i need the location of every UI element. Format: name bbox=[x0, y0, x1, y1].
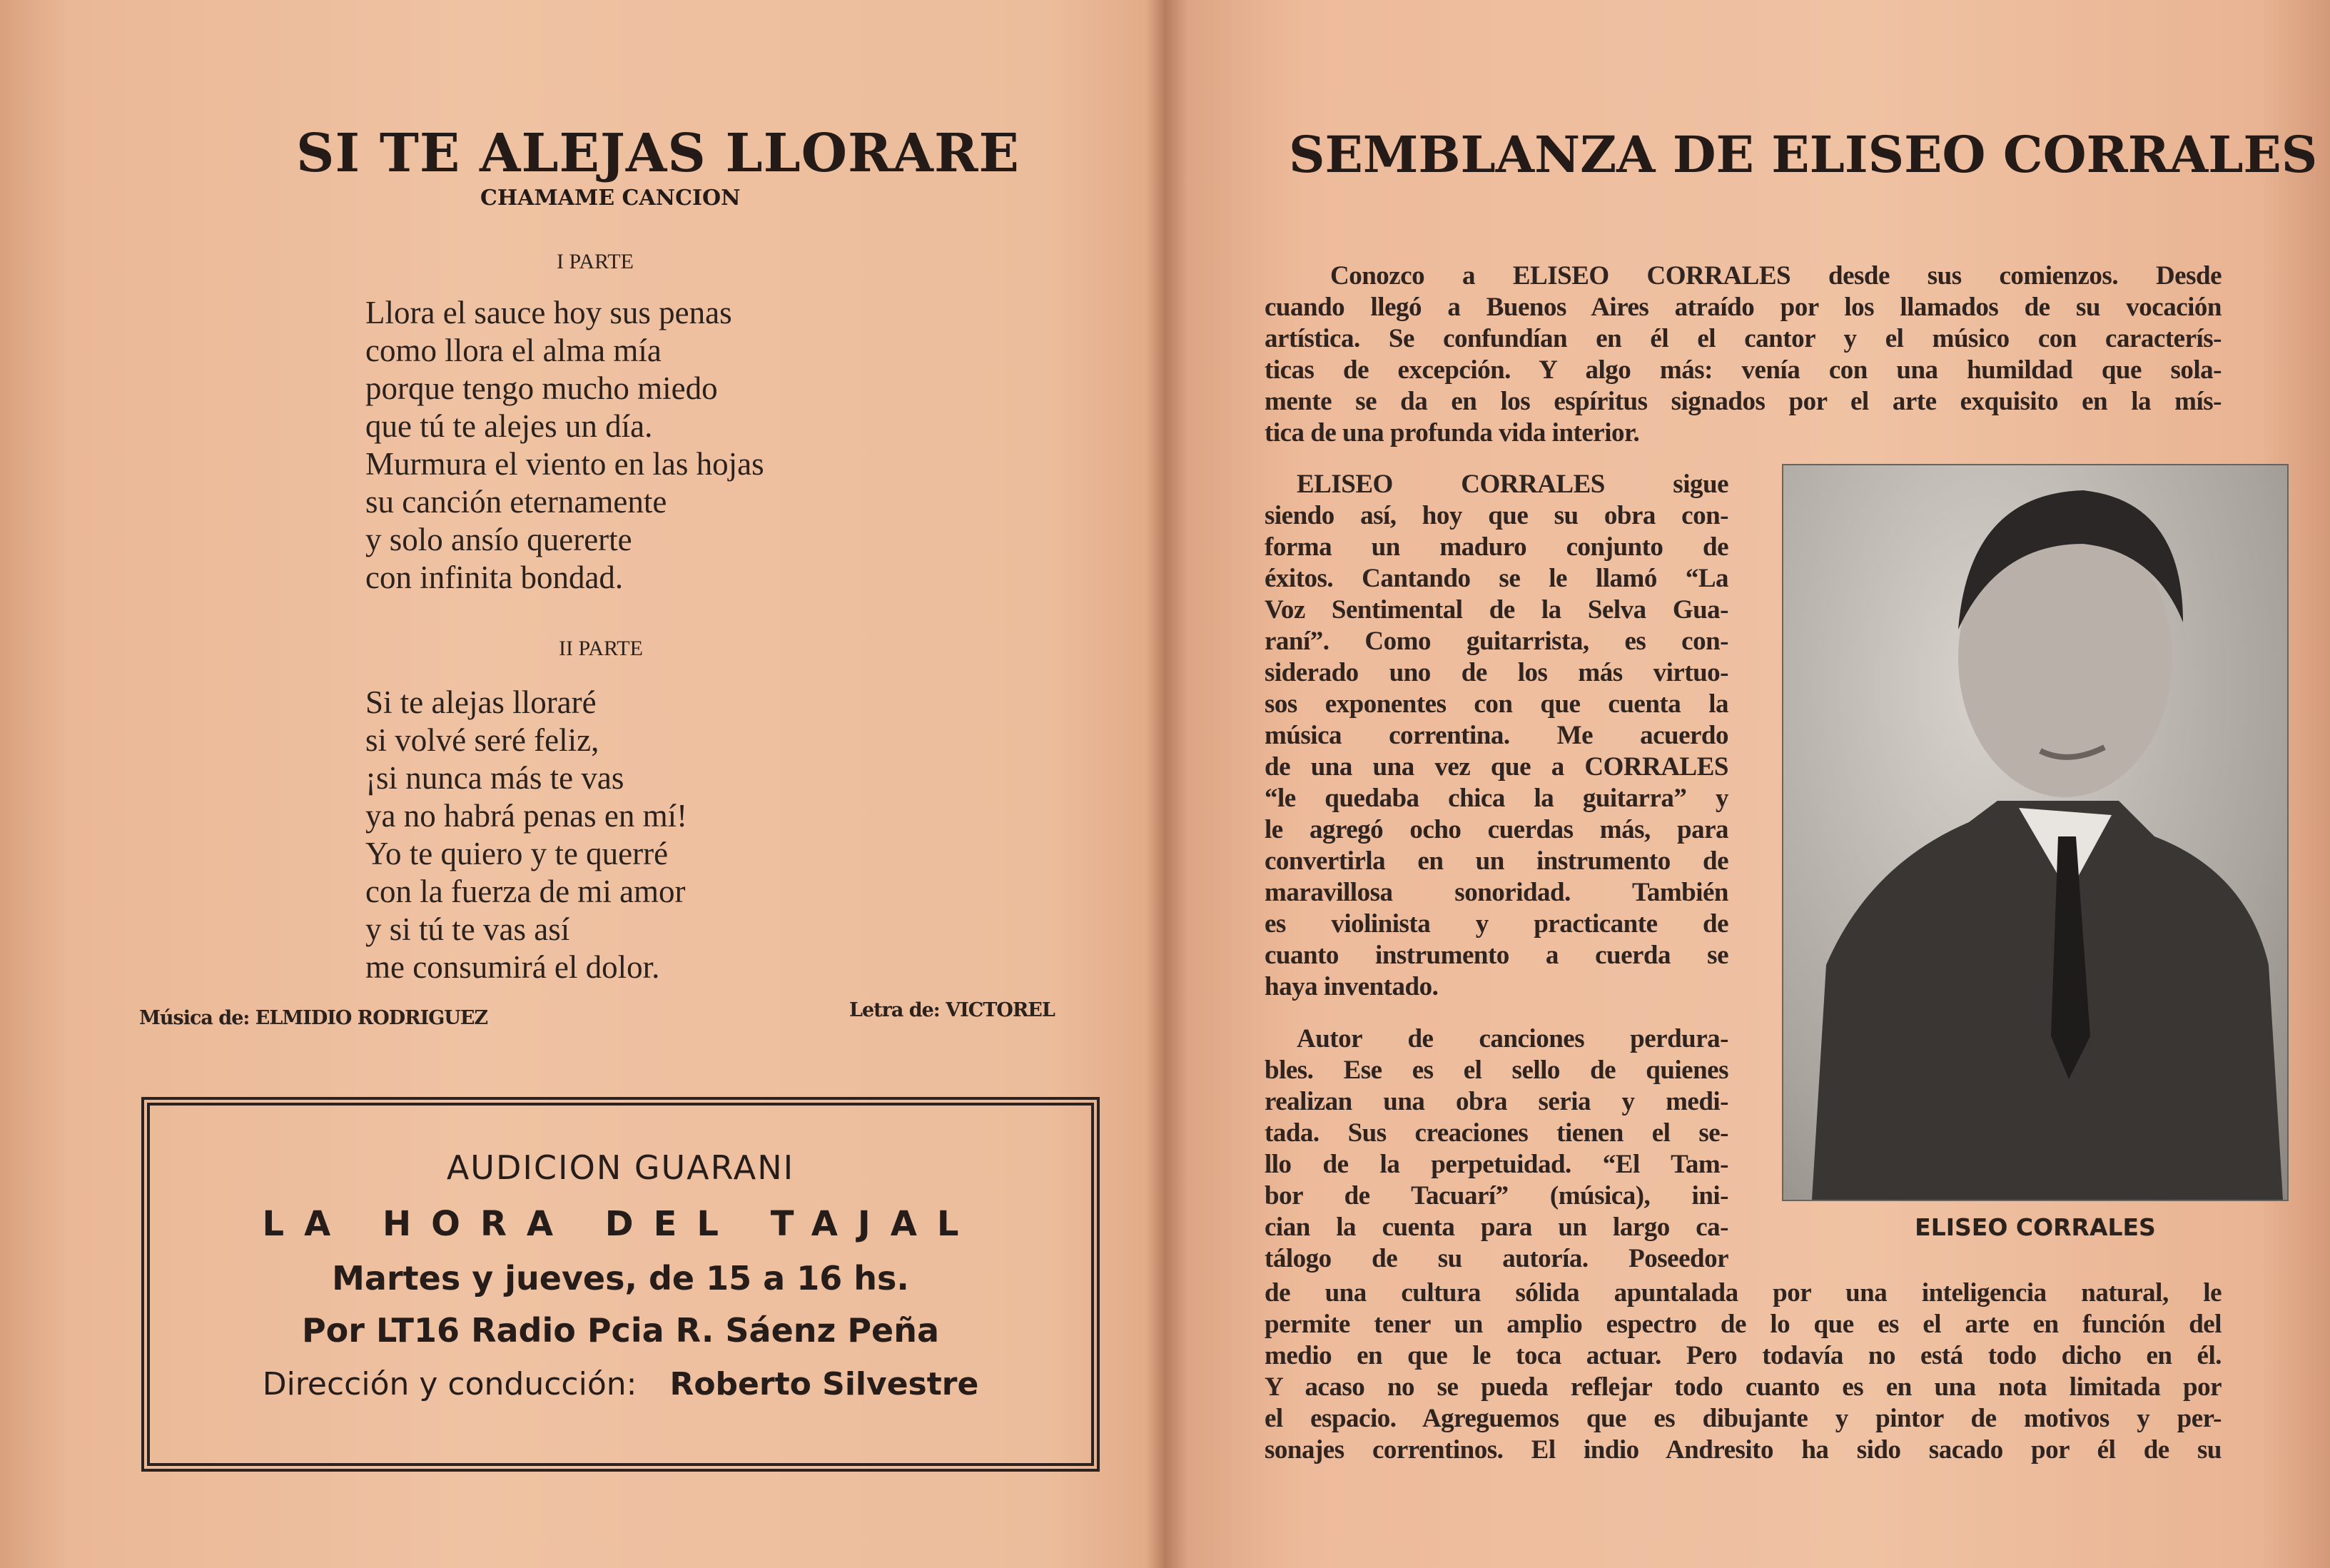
article-line: cuanto instrumento a cuerda se bbox=[1265, 941, 1728, 970]
article-line: bor de Tacuarí” (música), ini- bbox=[1265, 1181, 1728, 1210]
article-line: sonajes correntinos. El indio Andresito ha sido sacado por él de su bbox=[1265, 1435, 2222, 1465]
part-2-heading: II PARTE bbox=[559, 637, 643, 660]
article-line: permite tener un amplio espectro de lo que es el arte en función del bbox=[1265, 1310, 2222, 1339]
portrait-figure-icon bbox=[1783, 465, 2287, 1200]
article-line: el espacio. Agreguemos que es dibujante y pintor de motivos y per- bbox=[1265, 1404, 2222, 1433]
article-line: siderado uno de los más virtuo- bbox=[1265, 658, 1728, 687]
article-line: le agregó ocho cuerdas más, para bbox=[1265, 815, 1728, 844]
portrait-photo bbox=[1782, 464, 2289, 1201]
article-line: realizan una obra seria y medi- bbox=[1265, 1087, 1728, 1116]
lyric-line: Llora el sauce hoy sus penas bbox=[365, 295, 732, 330]
article-line: tada. Sus creaciones tienen el se- bbox=[1265, 1118, 1728, 1148]
radio-ad-box bbox=[141, 1097, 1100, 1472]
lyric-line: y si tú te vas así bbox=[365, 911, 570, 947]
article-line: raní”. Como guitarrista, es con- bbox=[1265, 627, 1728, 656]
article-line: bles. Ese es el sello de quienes bbox=[1265, 1056, 1728, 1085]
article-line: Autor de canciones perdura- bbox=[1297, 1024, 1728, 1053]
lyric-line: Si te alejas lloraré bbox=[365, 684, 597, 720]
lyric-line: Murmura el viento en las hojas bbox=[365, 446, 764, 482]
song-title: SI TE ALEJAS LLORARE bbox=[296, 123, 1020, 184]
article-line: Conozco a ELISEO CORRALES desde sus comienzos. Desde bbox=[1330, 261, 2222, 290]
ad-schedule: Martes y jueves, de 15 a 16 hs. bbox=[332, 1259, 909, 1298]
article-line: música correntina. Me acuerdo bbox=[1265, 721, 1728, 750]
ad-direction-label: Dirección y conducción: bbox=[262, 1366, 637, 1402]
article-line: tica de una profunda vida interior. bbox=[1265, 418, 1640, 447]
article-line: es violinista y practicante de bbox=[1265, 909, 1728, 939]
article-line: siendo así, hoy que su obra con- bbox=[1265, 501, 1728, 530]
article-line: mente se da en los espíritus signados por el arte exquisito en la mís- bbox=[1265, 387, 2222, 416]
part-1-heading: I PARTE bbox=[557, 250, 634, 273]
lyric-line: su canción eternamente bbox=[365, 484, 667, 520]
article-line: artística. Se confundían en él el cantor y el músico con caracterís- bbox=[1265, 324, 2222, 353]
article-line: sos exponentes con que cuenta la bbox=[1265, 689, 1728, 719]
article-title: SEMBLANZA DE ELISEO CORRALES bbox=[1289, 125, 2318, 184]
ad-show-title: LA HORA DEL TAJAL bbox=[262, 1204, 979, 1244]
article-line: tálogo de su autoría. Poseedor bbox=[1265, 1244, 1728, 1273]
article-line: ticas de excepción. Y algo más: venía con una humildad que sola- bbox=[1265, 355, 2222, 385]
lyric-line: si volvé seré feliz, bbox=[365, 722, 599, 758]
song-subtitle: CHAMAME CANCION bbox=[480, 186, 741, 211]
lyric-line: Yo te quiero y te querré bbox=[365, 836, 669, 871]
ad-direction bbox=[150, 1366, 1091, 1402]
article-line: convertirla en un instrumento de bbox=[1265, 846, 1728, 876]
music-credit: Música de: ELMIDIO RODRIGUEZ bbox=[139, 1007, 488, 1029]
article-line: llo de la perpetuidad. “El Tam- bbox=[1265, 1150, 1728, 1179]
lyric-line: me consumirá el dolor. bbox=[365, 949, 660, 985]
article-line: medio en que le toca actuar. Pero todavía no está todo dicho en él. bbox=[1265, 1341, 2222, 1370]
article-line: haya inventado. bbox=[1265, 972, 1439, 1001]
lyric-line: con la fuerza de mi amor bbox=[365, 874, 686, 909]
lyric-line: que tú te alejes un día. bbox=[365, 408, 653, 444]
article-line: de una cultura sólida apuntalada por una inteligencia natural, le bbox=[1265, 1278, 2222, 1307]
article-line: cian la cuenta para un largo ca- bbox=[1265, 1213, 1728, 1242]
article-line: cuando llegó a Buenos Aires atraído por los llamados de su vocación bbox=[1265, 293, 2222, 322]
lyric-line: y solo ansío quererte bbox=[365, 522, 632, 557]
ad-program-name: AUDICION GUARANI bbox=[446, 1148, 795, 1187]
lyric-line: con infinita bondad. bbox=[365, 560, 624, 595]
lyric-line: ¡si nunca más te vas bbox=[365, 760, 624, 796]
article-line: ELISEO CORRALES sigue bbox=[1297, 470, 1728, 499]
article-line: de una una vez que a CORRALES bbox=[1265, 752, 1728, 782]
ad-director-name: Roberto Silvestre bbox=[669, 1366, 979, 1402]
article-line: forma un maduro conjunto de bbox=[1265, 532, 1728, 562]
article-line: Y acaso no se pueda reflejar todo cuanto es en una nota limitada por bbox=[1265, 1372, 2222, 1402]
article-line: éxitos. Cantando se le llamó “La bbox=[1265, 564, 1728, 593]
lyric-line: ya no habrá penas en mí! bbox=[365, 798, 688, 834]
photo-caption: ELISEO CORRALES bbox=[1915, 1213, 2156, 1241]
lyric-line: porque tengo mucho miedo bbox=[365, 370, 718, 406]
lyrics-credit: Letra de: VICTOREL bbox=[849, 999, 1055, 1021]
lyric-line: como llora el alma mía bbox=[365, 333, 662, 368]
article-line: Voz Sentimental de la Selva Gua- bbox=[1265, 595, 1728, 624]
article-line: “le quedaba chica la guitarra” y bbox=[1265, 784, 1728, 813]
ad-station: Por LT16 Radio Pcia R. Sáenz Peña bbox=[301, 1311, 940, 1350]
article-line: maravillosa sonoridad. También bbox=[1265, 878, 1728, 907]
